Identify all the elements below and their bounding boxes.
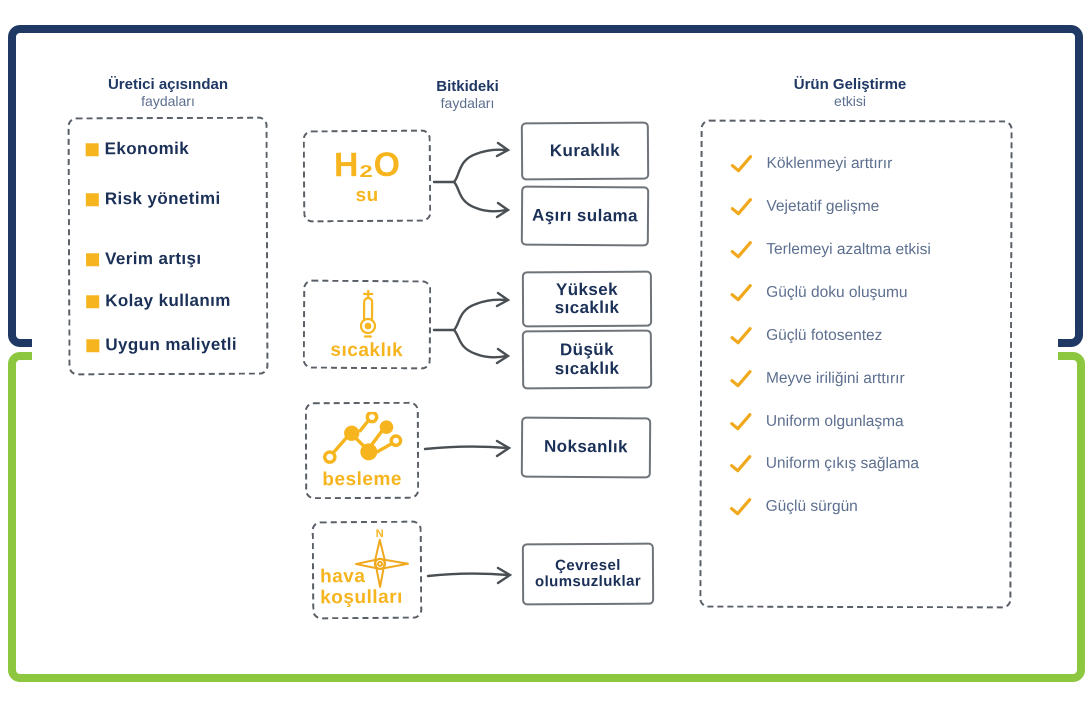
- development-box: [699, 120, 1012, 609]
- water-box: [303, 130, 432, 223]
- checkmark-icon: [730, 498, 752, 516]
- temperature-box: [303, 280, 432, 370]
- straight-arrow-icon: [423, 437, 519, 459]
- result-box-noksanlik: [521, 417, 651, 479]
- result-box-cevresel: [522, 543, 654, 606]
- result-label: Noksanlık: [543, 437, 629, 457]
- molecule-icon: [319, 412, 405, 468]
- compass-n-label: N: [375, 527, 384, 540]
- development-item-label: Uniform çıkış sağlama: [765, 454, 920, 473]
- list-item: [730, 284, 907, 302]
- producer-item-label: Kolay kullanım: [105, 290, 231, 311]
- thermometer-icon: [350, 289, 384, 337]
- producer-item-label: Risk yönetimi: [104, 188, 221, 209]
- straight-arrow-icon: [426, 564, 520, 586]
- checkmark-icon: [730, 413, 752, 431]
- plant-header: [400, 78, 535, 111]
- square-bullet-icon: [86, 193, 99, 206]
- h2o-formula: H₂O: [333, 145, 401, 184]
- list-item: [731, 155, 893, 173]
- development-item-label: Vejetatif gelişme: [766, 197, 880, 216]
- development-header: [735, 76, 965, 109]
- list-item: [730, 327, 882, 345]
- list-item: [86, 249, 202, 269]
- square-bullet-icon: [86, 339, 99, 352]
- list-item: [86, 139, 190, 159]
- result-label: Yüksek sıcaklık: [554, 279, 620, 318]
- fork-arrow-icon: [430, 286, 522, 368]
- development-item-label: Köklenmeyi arttırır: [766, 154, 893, 173]
- producer-subtitle: faydaları: [141, 93, 195, 110]
- plant-subtitle: faydaları: [440, 95, 495, 112]
- list-item: [86, 189, 221, 209]
- water-label: su: [355, 184, 379, 206]
- result-box-yuksek-sicaklik: [522, 271, 652, 328]
- result-label: Aşırı sulama: [531, 205, 639, 226]
- producer-title: Üretici açısından: [107, 76, 229, 93]
- producer-header: [58, 76, 278, 109]
- producer-item-label: Uygun maliyetli: [105, 334, 238, 355]
- square-bullet-icon: [86, 253, 99, 266]
- checkmark-icon: [730, 241, 752, 259]
- checkmark-icon: [730, 455, 752, 473]
- list-item: [730, 241, 931, 260]
- weather-box: [312, 521, 423, 620]
- checkmark-icon: [730, 284, 752, 302]
- development-item-label: Uniform olgunlaşma: [765, 412, 904, 431]
- checkmark-icon: [731, 155, 753, 173]
- checkmark-icon: [730, 327, 752, 345]
- development-item-label: Güçlü doku oluşumu: [766, 283, 908, 302]
- list-item: [730, 498, 858, 516]
- result-label: Düşük sıcaklık: [554, 339, 620, 378]
- producer-item-label: Verim artışı: [105, 248, 202, 269]
- development-item-label: Terlemeyi azaltma etkisi: [766, 240, 931, 259]
- result-label: Çevresel olumsuzluklar: [534, 556, 642, 591]
- weather-label: hava koşulları: [319, 566, 403, 609]
- list-item: [730, 413, 904, 431]
- fork-arrow-icon: [430, 136, 522, 222]
- development-subtitle: etkisi: [834, 93, 866, 110]
- checkmark-icon: [730, 370, 752, 388]
- square-bullet-icon: [86, 143, 99, 156]
- result-box-asiri-sulama: [521, 186, 649, 247]
- producer-box: [68, 117, 269, 376]
- checkmark-icon: [730, 198, 752, 216]
- development-item-label: Meyve iriliğini arttırır: [765, 369, 905, 388]
- list-item: [86, 335, 237, 356]
- nutrition-label: besleme: [322, 468, 402, 491]
- result-label: Kuraklık: [549, 140, 621, 161]
- list-item: [730, 455, 919, 473]
- square-bullet-icon: [86, 295, 99, 308]
- nutrition-box: [305, 402, 420, 500]
- list-item: [730, 198, 879, 216]
- development-item-label: Güçlü fotosentez: [766, 326, 883, 345]
- development-title: Ürün Geliştirme: [793, 76, 907, 93]
- result-box-kuraklik: [521, 122, 649, 181]
- producer-item-label: Ekonomik: [104, 138, 190, 159]
- list-item: [730, 370, 905, 388]
- result-box-dusuk-sicaklik: [522, 330, 652, 390]
- plant-title: Bitkideki: [436, 78, 499, 95]
- development-item-label: Güçlü sürgün: [765, 497, 858, 516]
- list-item: [86, 291, 231, 312]
- temperature-label: sıcaklık: [330, 339, 404, 361]
